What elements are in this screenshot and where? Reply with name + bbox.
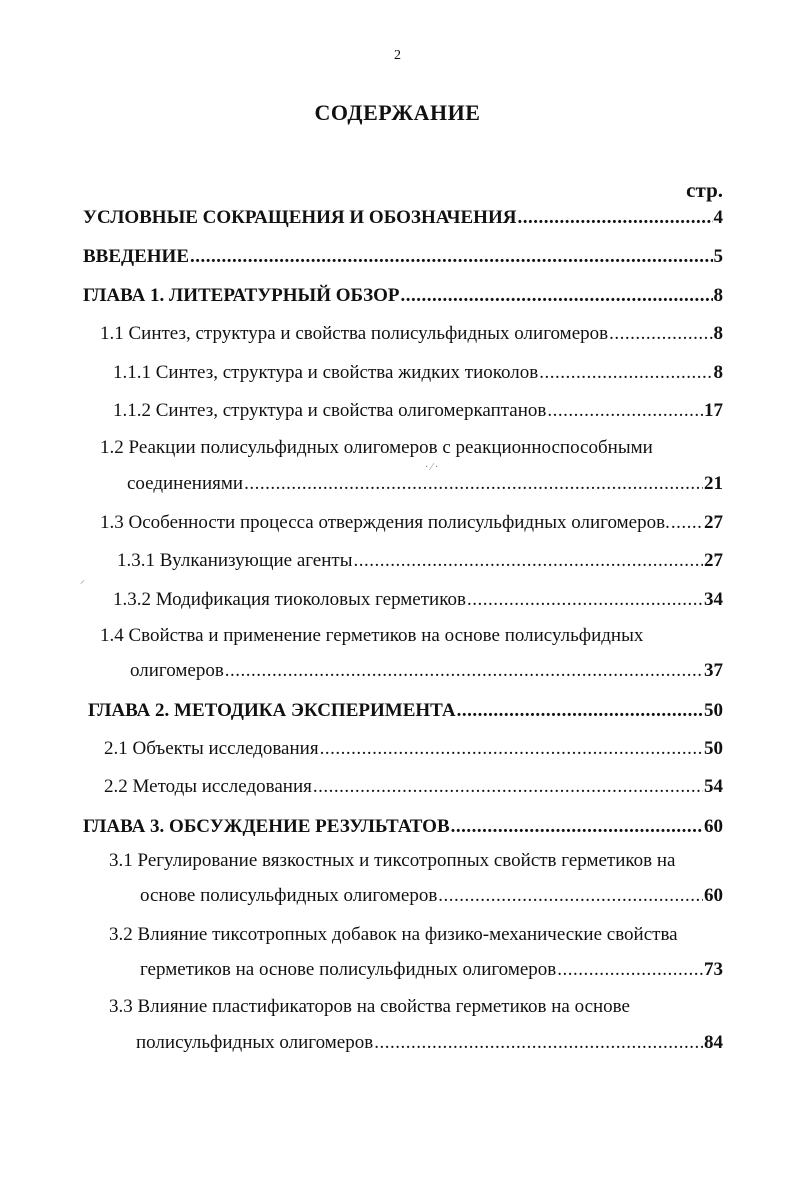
toc-entry-text: 1.3.1 Вулканизующие агенты <box>117 550 353 571</box>
scan-speck: ⸝ <box>80 575 85 586</box>
toc-entry-3-1[interactable] <box>140 882 723 910</box>
scan-speck: · ⁄ · <box>425 462 439 473</box>
leader-dots <box>557 956 703 984</box>
toc-entry-1-2[interactable] <box>127 470 723 498</box>
toc-entry-text: ГЛАВА 1. ЛИТЕРАТУРНЫЙ ОБЗОР <box>83 285 400 306</box>
toc-page-number: 27 <box>704 512 723 533</box>
leader-dots <box>547 397 703 425</box>
toc-page-number: 8 <box>713 285 723 306</box>
toc-entry-3-1-line1: 3.1 Регулирование вязкостных и тиксотропных свойств герметиков на <box>109 850 676 871</box>
leader-dots <box>320 735 703 763</box>
leader-dots <box>190 243 713 271</box>
toc-entry-1-2-line1: 1.2 Реакции полисульфидных олигомеров с реакционноспособными <box>100 437 653 458</box>
toc-page-number: 60 <box>704 816 723 837</box>
toc-page-number: 84 <box>704 1032 723 1053</box>
toc-page-number: 21 <box>704 473 723 494</box>
toc-entry-3-3-line1: 3.3 Влияние пластификаторов на свойства герметиков на основе <box>109 996 630 1017</box>
toc-entry-3-3[interactable] <box>136 1029 723 1057</box>
leader-dots <box>225 657 703 685</box>
toc-entry-text: ГЛАВА 3. ОБСУЖДЕНИЕ РЕЗУЛЬТАТОВ <box>83 816 450 837</box>
toc-entry-text: 1.3.2 Модификация тиоколовых герметиков <box>113 589 466 610</box>
toc-entry-1-3-1[interactable] <box>117 547 723 575</box>
toc-entry-3-2[interactable] <box>140 956 723 984</box>
leader-dots <box>313 773 703 801</box>
toc-page-number: 5 <box>713 246 723 267</box>
toc-entry-1-3-2[interactable] <box>113 586 723 614</box>
leader-dots <box>353 547 703 575</box>
toc-entry-3-2-line1: 3.2 Влияние тиксотропных добавок на физико-механические свойства <box>109 924 678 945</box>
toc-entry-abbreviations[interactable] <box>83 204 723 232</box>
leader-dots <box>374 1029 703 1057</box>
toc-page-number: 17 <box>704 400 723 421</box>
toc-entry-text: 2.2 Методы исследования <box>104 776 312 797</box>
leader-dots <box>244 470 703 498</box>
toc-entry-1-4[interactable] <box>130 657 723 685</box>
leader-dots <box>451 813 703 841</box>
toc-page-number: 4 <box>713 207 723 228</box>
toc-entry-1-1[interactable] <box>100 320 723 348</box>
leader-dots <box>467 586 703 614</box>
leader-dots <box>438 882 703 910</box>
toc-entry-text: 1.1 Синтез, структура и свойства полисульфидных олигомеров <box>100 323 609 344</box>
toc-entry-text: 2.1 Объекты исследования <box>104 738 319 759</box>
toc-page-number: 37 <box>704 660 723 681</box>
toc-entry-text: герметиков на основе полисульфидных олигомеров <box>140 959 557 980</box>
toc-entry-2-1[interactable] <box>104 735 723 763</box>
toc-page-number: 50 <box>704 738 723 759</box>
toc-entry-introduction[interactable] <box>83 243 723 271</box>
toc-page-number: 8 <box>713 362 723 383</box>
toc-page-number: 73 <box>704 959 723 980</box>
page-title: СОДЕРЖАНИЕ <box>314 100 481 125</box>
leader-dots <box>539 359 712 387</box>
leader-dots <box>401 282 713 310</box>
toc-page-number: 54 <box>704 776 723 797</box>
toc-entry-1-1-1[interactable] <box>113 359 723 387</box>
toc-entry-chapter-1[interactable] <box>83 282 723 310</box>
toc-entry-text: ВВЕДЕНИЕ <box>83 246 189 267</box>
page-number: 2 <box>394 48 401 63</box>
toc-entry-text: основе полисульфидных олигомеров <box>140 885 438 906</box>
toc-entry-text: олигомеров <box>130 660 224 681</box>
toc-page-number: 8 <box>713 323 723 344</box>
leader-dots <box>609 320 712 348</box>
toc-entry-text: 1.3 Особенности процесса отверждения полисульфидных олигомеров. <box>100 512 670 533</box>
toc-entry-text: полисульфидных олигомеров <box>136 1032 374 1053</box>
toc-entry-1-4-line1: 1.4 Свойства и применение герметиков на основе полисульфидных <box>100 625 644 646</box>
toc-entry-text: 1.1.2 Синтез, структура и свойства олигомеркаптанов <box>113 400 547 421</box>
toc-entry-text: УСЛОВНЫЕ СОКРАЩЕНИЯ И ОБОЗНАЧЕНИЯ <box>83 207 517 228</box>
toc-entry-2-2[interactable] <box>104 773 723 801</box>
toc-page-number: 60 <box>704 885 723 906</box>
toc-page-number: 34 <box>704 589 723 610</box>
toc-entry-1-1-2[interactable] <box>113 397 723 425</box>
toc-page-number: 27 <box>704 550 723 571</box>
toc-entry-chapter-3[interactable] <box>83 813 723 841</box>
leader-dots <box>517 204 712 232</box>
page-column-label: стр. <box>686 178 723 202</box>
toc-entry-text: 1.1.1 Синтез, структура и свойства жидких тиоколов <box>113 362 539 383</box>
leader-dots <box>671 509 703 537</box>
toc-entry-text: соединениями <box>127 473 244 494</box>
toc-page-number: 50 <box>704 700 723 721</box>
toc-entry-1-3[interactable] <box>100 509 723 537</box>
leader-dots <box>457 697 703 725</box>
toc-entry-chapter-2[interactable] <box>88 697 723 725</box>
toc-entry-text: ГЛАВА 2. МЕТОДИКА ЭКСПЕРИМЕНТА <box>88 700 456 721</box>
